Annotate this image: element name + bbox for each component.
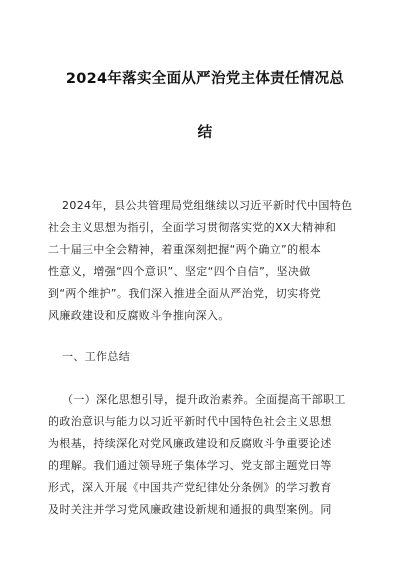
intro-line: 到“两个维护”。我们深入推进全面从严治党，切实将党 xyxy=(48,287,322,300)
section-heading: 一、工作总结 xyxy=(62,350,131,363)
intro-line: 性意义，增强“四个意识”、坚定“四个自信”，坚决做 xyxy=(48,265,311,278)
section-line: 及时关注并学习党风廉政建设新规和通报的典型案例。同 xyxy=(48,503,332,516)
document-title-line-1: 2024年落实全面从严治党主体责任情况总 xyxy=(65,71,345,87)
section-line: 形式，深入开展《中国共产党纪律处分条例》的学习教育 xyxy=(48,481,332,494)
section-line: 的理解。我们通过领导班子集体学习、党支部主题党日等 xyxy=(48,459,332,472)
section-line: 为根基，持续深化对党风廉政建设和反腐败斗争重要论述 xyxy=(48,437,332,450)
intro-line: 风廉政建设和反腐败斗争推向深入。 xyxy=(48,309,230,322)
section-line: （一）深化思想引导，提升政治素养。全面提高干部职工 xyxy=(62,393,346,406)
document-title-line-2: 结 xyxy=(197,125,213,141)
intro-line: 2024年，县公共管理局党组继续以习近平新时代中国特色 xyxy=(62,199,353,212)
intro-line: 二十届三中全会精神，着重深刻把握“两个确立”的根本 xyxy=(48,243,322,256)
intro-line: 社会主义思想为指引，全面学习贯彻落实党的XX大精神和 xyxy=(48,221,337,234)
section-line: 的政治意识与能力以习近平新时代中国特色社会主义思想 xyxy=(48,415,332,428)
